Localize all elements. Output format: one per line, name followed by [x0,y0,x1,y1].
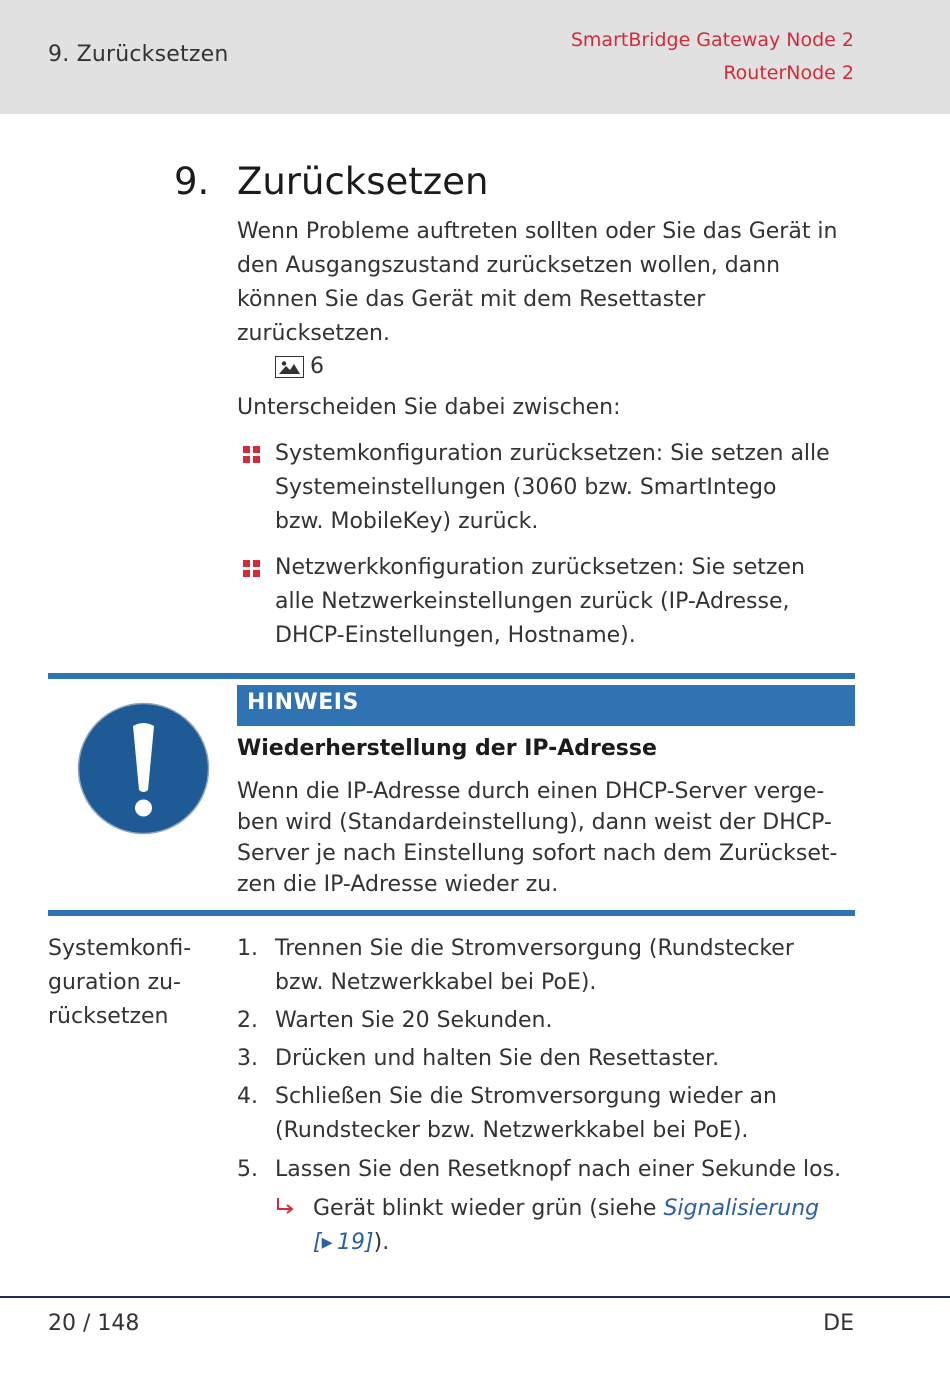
header-section-title: 9. Zurücksetzen [48,42,229,67]
step-line: Warten Sie 20 Sekunden. [275,1008,553,1033]
page-arrow-icon: ▸ [321,1230,333,1255]
notice-line: Wenn die IP-Adresse durch einen DHCP-Server verge- [237,779,825,804]
bullet-line: Systemeinstellungen (3060 bzw. SmartIntego [275,475,777,500]
figure-reference[interactable] [275,353,324,381]
result-text: Gerät blinkt wieder grün (siehe [313,1196,664,1221]
notice-top-rule [48,673,855,679]
step-text [275,932,865,1000]
bullet-line: alle Netzwerkeinstellungen zurück (IP-Adresse, [275,589,790,614]
notice-line: Server je nach Einstellung sofort nach dem Zurückset- [237,841,838,866]
chapter-title: Zurücksetzen [237,160,489,203]
intro-line: Wenn Probleme auftreten sollten oder Sie das Gerät in [237,219,838,244]
step-result [313,1192,858,1260]
notice-title: Wiederherstellung der IP-Adresse [237,736,657,761]
step-number: 1. [237,936,258,961]
notice-body [237,776,862,900]
side-label-line: rücksetzen [48,1004,169,1029]
step-number: 3. [237,1046,258,1071]
bullet-item [275,437,860,539]
bullet-icon [243,446,261,464]
intro-line: können Sie das Gerät mit dem Resettaster [237,287,706,312]
footer-rule [0,1296,950,1298]
step-text [275,1080,865,1148]
bullet-item [275,551,860,653]
step-line: Lassen Sie den Resetknopf nach einer Sekunde los. [275,1157,842,1182]
step-number: 4. [237,1084,258,1109]
step-text [275,1004,865,1038]
bullet-line: Netzwerkkonfiguration zurücksetzen: Sie setzen [275,555,805,580]
step-line: Trennen Sie die Stromversorgung (Rundstecker [275,936,794,961]
page-number: 20 / 148 [48,1311,140,1336]
figure-number: 6 [310,354,324,379]
step-line: bzw. Netzwerkkabel bei PoE). [275,970,597,995]
exclamation-icon [77,702,210,839]
bullet-line: Systemkonfiguration zurücksetzen: Sie setzen alle [275,441,830,466]
notice-line: ben wird (Standardeinstellung), dann weist der DHCP- [237,810,832,835]
step-text [275,1042,865,1076]
header-product-variant: RouterNode 2 [723,62,854,84]
image-icon [275,356,304,378]
bullet-line: bzw. MobileKey) zurück. [275,509,539,534]
bullet-line: DHCP-Einstellungen, Hostname). [275,623,636,648]
notice-bottom-rule [48,910,855,916]
step-number: 2. [237,1008,258,1033]
step-line: Schließen Sie die Stromversorgung wieder an [275,1084,777,1109]
step-number: 5. [237,1157,258,1182]
procedure-side-label [48,932,218,1034]
chapter-number: 9. [174,160,210,203]
step-text [275,1153,865,1187]
distinguish-text: Unterscheiden Sie dabei zwischen: [237,395,621,420]
step-line: Drücken und halten Sie den Resettaster. [275,1046,720,1071]
ref-page: 19 [337,1230,366,1255]
intro-line: zurücksetzen. [237,321,390,346]
ref-open: [ [313,1230,322,1255]
notice-label: HINWEIS [247,690,359,715]
bullet-icon [243,560,261,578]
side-label-line: Systemkonfi- [48,936,192,961]
intro-line: den Ausgangszustand zurücksetzen wollen, dann [237,253,781,278]
page-reference-link[interactable] [313,1230,374,1255]
ref-close: ] [365,1230,374,1255]
step-line: (Rundstecker bzw. Netzwerkkabel bei PoE). [275,1118,749,1143]
result-text-end: ). [373,1230,390,1255]
header-product-name: SmartBridge Gateway Node 2 [570,29,854,51]
intro-paragraph [237,215,877,351]
notice-line: zen die IP-Adresse wieder zu. [237,872,559,897]
side-label-line: guration zu- [48,970,181,995]
signalisierung-link[interactable]: Signalisierung [663,1196,820,1221]
result-arrow-icon [275,1196,297,1222]
language-code: DE [823,1311,854,1336]
